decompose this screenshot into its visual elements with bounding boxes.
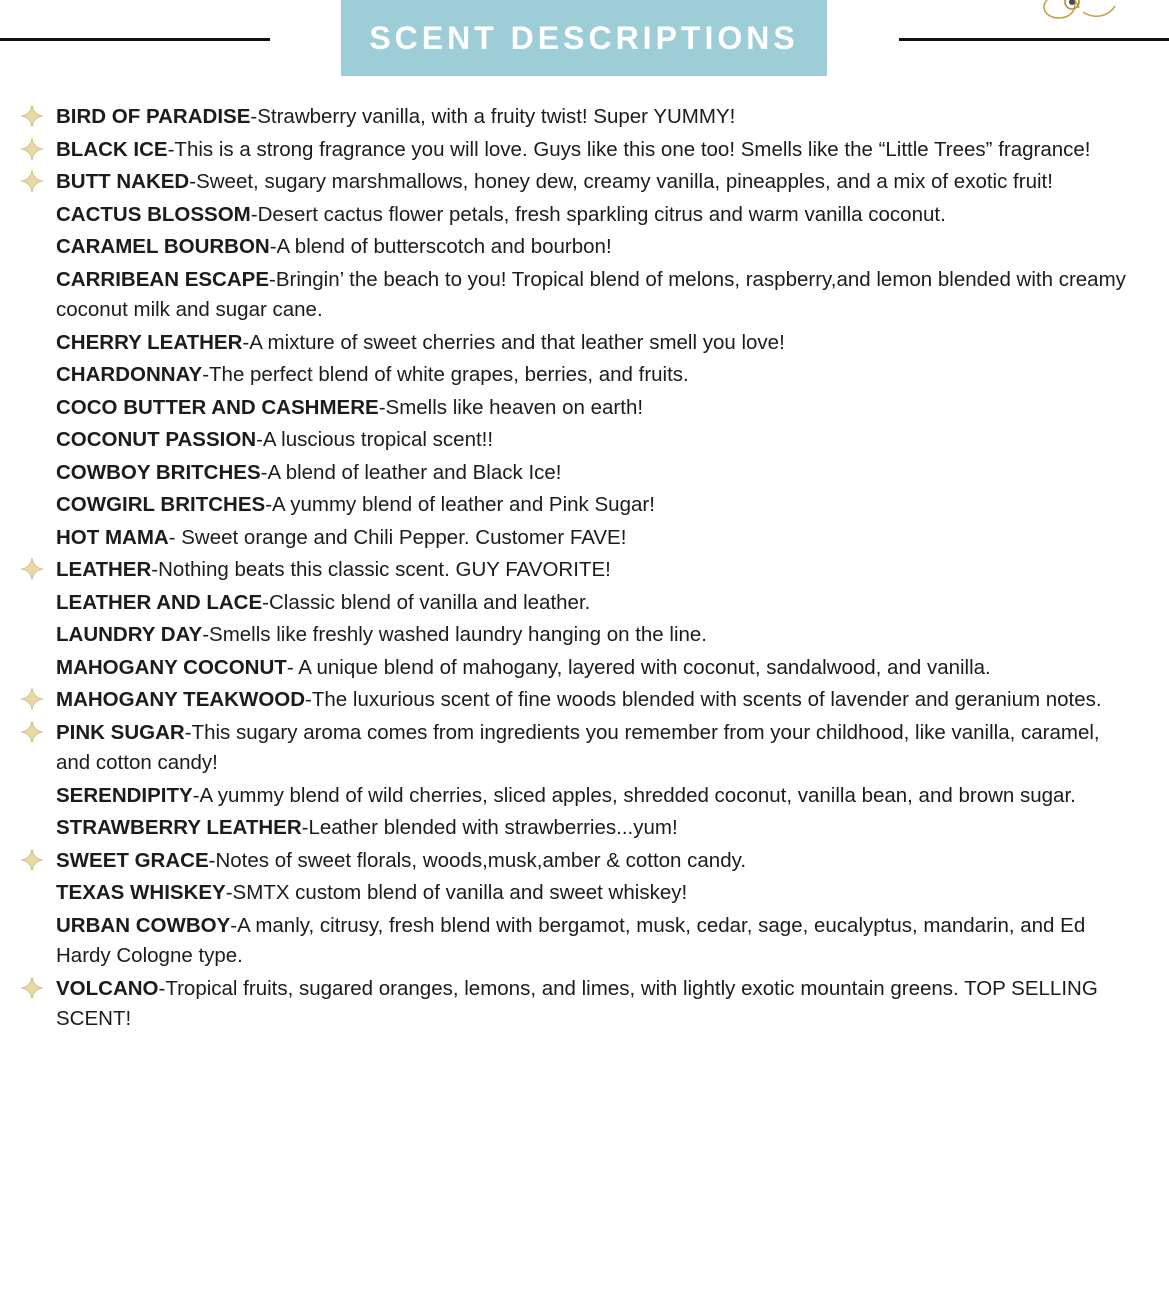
header-rule-right: [899, 38, 1169, 41]
scent-description: -Sweet, sugary marshmallows, honey dew, creamy vanilla, pineapples, and a mix of exotic fruit!: [189, 170, 1053, 193]
page-header: [0, 0, 1169, 80]
scent-list-item: [14, 718, 1135, 779]
scent-description: -A luscious tropical scent!!: [256, 428, 494, 451]
scent-list-item: [14, 588, 1135, 619]
scent-list-item: [14, 200, 1135, 231]
scent-description: -SMTX custom blend of vanilla and sweet whiskey!: [225, 881, 688, 904]
scent-name: SERENDIPITY: [56, 783, 193, 807]
sparkle-icon: [20, 137, 44, 161]
scent-description: -Desert cactus flower petals, fresh sparkling citrus and warm vanilla coconut.: [250, 202, 946, 226]
scent-description: -Strawberry vanilla, with a fruity twist! Super YUMMY!: [250, 105, 736, 128]
scent-description: -A yummy blend of wild cherries, sliced apples, shredded coconut, vanilla bean, and brown sugar.: [192, 783, 1076, 807]
scent-name: BIRD OF PARADISE: [56, 105, 251, 128]
scent-description: -Smells like freshly washed laundry hanging on the line.: [202, 623, 707, 646]
scent-name: URBAN COWBOY: [56, 913, 231, 937]
scent-list-item: [14, 360, 1135, 391]
scent-list-item: [14, 393, 1135, 424]
scent-name: COWGIRL BRITCHES: [56, 493, 266, 516]
floral-swirl-ornament-icon: [971, 0, 1121, 32]
scent-description: -A mixture of sweet cherries and that leather smell you love!: [242, 330, 785, 354]
sparkle-icon: [20, 848, 44, 872]
scent-list-item: [14, 911, 1135, 972]
scent-list-item: [14, 846, 1135, 877]
scent-name: CACTUS BLOSSOM: [56, 202, 251, 226]
sparkle-icon: [20, 687, 44, 711]
scent-list-item: [14, 685, 1135, 716]
scent-name: MAHOGANY TEAKWOOD: [56, 688, 306, 711]
scent-description: -Classic blend of vanilla and leather.: [262, 590, 591, 614]
scent-list-item: [14, 102, 1135, 133]
scent-list-item: [14, 232, 1135, 263]
scent-description: - A unique blend of mahogany, layered with coconut, sandalwood, and vanilla.: [286, 655, 991, 679]
scent-description: -The perfect blend of white grapes, berries, and fruits.: [202, 363, 689, 386]
scent-list-item: [14, 458, 1135, 489]
scent-list-item: [14, 490, 1135, 521]
scent-name: CHERRY LEATHER: [56, 330, 243, 354]
scent-list-item: [14, 328, 1135, 359]
scent-name: VOLCANO: [56, 976, 159, 1000]
sparkle-icon: [20, 557, 44, 581]
scent-name: TEXAS WHISKEY: [56, 881, 226, 904]
scent-list-item: [14, 135, 1135, 166]
sparkle-icon: [20, 976, 44, 1000]
scent-list-item: [14, 974, 1135, 1035]
sparkle-icon: [20, 169, 44, 193]
scent-description: -The luxurious scent of fine woods blended with scents of lavender and geranium notes.: [305, 688, 1102, 711]
scent-description: -Leather blended with strawberries...yum!: [301, 816, 678, 839]
scent-description: -Bringin’ the beach to you! Tropical blend of melons, raspberry,and lemon blended with creamy coconut milk and sugar cane.: [56, 267, 1126, 321]
scent-list-item: [14, 523, 1135, 554]
scent-name: BUTT NAKED: [56, 170, 190, 193]
sparkle-icon: [20, 104, 44, 128]
scent-name: COCO BUTTER AND CASHMERE: [56, 395, 379, 419]
scent-description: -A blend of butterscotch and bourbon!: [269, 235, 612, 258]
scent-name: COWBOY BRITCHES: [56, 460, 261, 484]
scent-description: -Notes of sweet florals, woods,musk,amber & cotton candy.: [208, 848, 747, 872]
scent-name: BLACK ICE: [56, 137, 168, 161]
scent-name: SWEET GRACE: [56, 848, 209, 872]
scent-list-item: [14, 781, 1135, 812]
scent-name: CARRIBEAN ESCAPE: [56, 267, 269, 291]
page-title: SCENT DESCRIPTIONS: [369, 19, 799, 56]
scent-list-item: [14, 653, 1135, 684]
scent-list-item: [14, 620, 1135, 651]
scent-name: CARAMEL BOURBON: [56, 235, 270, 258]
scent-description: -This sugary aroma comes from ingredients you remember from your childhood, like vanilla, caramel, and cotton candy!: [56, 720, 1100, 774]
scent-description: -A yummy blend of leather and Pink Sugar!: [265, 493, 655, 516]
scent-description-list: [0, 102, 1169, 1035]
sparkle-icon: [20, 720, 44, 744]
title-band: [341, 0, 827, 76]
scent-name: COCONUT PASSION: [56, 428, 257, 451]
scent-name: MAHOGANY COCONUT: [56, 655, 287, 679]
scent-name: HOT MAMA: [56, 525, 169, 549]
scent-name: LEATHER AND LACE: [56, 590, 263, 614]
scent-name: PINK SUGAR: [56, 720, 185, 744]
scent-list-item: [14, 813, 1135, 844]
scent-name: LEATHER: [56, 558, 152, 581]
scent-description: -A manly, citrusy, fresh blend with bergamot, musk, cedar, sage, eucalyptus, mandarin, and Ed Hardy Cologne type.: [56, 913, 1086, 967]
scent-list-item: [14, 265, 1135, 326]
scent-description: -Tropical fruits, sugared oranges, lemons, and limes, with lightly exotic mountain greens. TOP SELLING SCENT!: [56, 976, 1098, 1030]
scent-name: CHARDONNAY: [56, 363, 203, 386]
scent-description: -This is a strong fragrance you will love. Guys like this one too! Smells like the “Little Trees” fragrance!: [167, 137, 1091, 161]
scent-description: -Smells like heaven on earth!: [378, 395, 644, 419]
scent-name: LAUNDRY DAY: [56, 623, 203, 646]
header-rule-left: [0, 38, 270, 41]
scent-list-item: [14, 878, 1135, 909]
scent-description: - Sweet orange and Chili Pepper. Customer FAVE!: [168, 525, 627, 549]
scent-name: STRAWBERRY LEATHER: [56, 816, 302, 839]
scent-list-item: [14, 425, 1135, 456]
scent-description: -Nothing beats this classic scent. GUY FAVORITE!: [151, 558, 611, 581]
scent-description: -A blend of leather and Black Ice!: [260, 460, 562, 484]
scent-list-item: [14, 555, 1135, 586]
scent-list-item: [14, 167, 1135, 198]
